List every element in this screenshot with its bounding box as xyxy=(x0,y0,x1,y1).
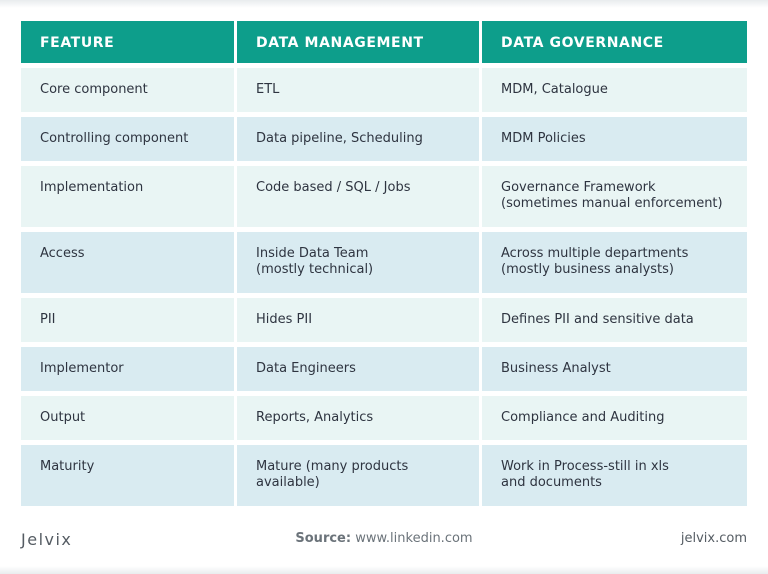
data-management-cell: Inside Data Team (mostly technical) xyxy=(237,232,479,293)
data-governance-cell: Defines PII and sensitive data xyxy=(482,298,747,342)
footer xyxy=(0,530,768,550)
data-governance-cell: Business Analyst xyxy=(482,347,747,391)
data-management-cell: Data Engineers xyxy=(237,347,479,391)
source-label: Source: xyxy=(295,531,352,546)
data-governance-cell: MDM Policies xyxy=(482,117,747,161)
data-management-cell: Mature (many products available) xyxy=(237,445,479,506)
feature-cell: Output xyxy=(21,396,234,440)
data-governance-cell: Compliance and Auditing xyxy=(482,396,747,440)
data-governance-cell: Across multiple departments (mostly business analysts) xyxy=(482,232,747,293)
comparison-table xyxy=(21,21,747,506)
header-data-governance: DATA GOVERNANCE xyxy=(482,21,747,63)
data-governance-cell: MDM, Catalogue xyxy=(482,68,747,112)
feature-cell: Implementation xyxy=(21,166,234,227)
top-shadow xyxy=(0,0,768,8)
feature-cell: Access xyxy=(21,232,234,293)
data-management-cell: Hides PII xyxy=(237,298,479,342)
data-management-cell: Data pipeline, Scheduling xyxy=(237,117,479,161)
site-link[interactable]: jelvix.com xyxy=(680,531,747,546)
feature-cell: Maturity xyxy=(21,445,234,506)
data-management-cell: Code based / SQL / Jobs xyxy=(237,166,479,227)
data-governance-cell: Governance Framework (sometimes manual enforcement) xyxy=(482,166,747,227)
source-attribution xyxy=(0,531,768,546)
data-management-cell: ETL xyxy=(237,68,479,112)
feature-cell: PII xyxy=(21,298,234,342)
header-data-management: DATA MANAGEMENT xyxy=(237,21,479,63)
data-management-cell: Reports, Analytics xyxy=(237,396,479,440)
header-feature: FEATURE xyxy=(21,21,234,63)
feature-cell: Core component xyxy=(21,68,234,112)
bottom-shadow xyxy=(0,566,768,574)
source-link[interactable]: www.linkedin.com xyxy=(355,531,473,546)
jelvix-logo: Jelvix xyxy=(21,530,73,549)
feature-cell: Controlling component xyxy=(21,117,234,161)
feature-cell: Implementor xyxy=(21,347,234,391)
data-governance-cell: Work in Process-still in xls and documents xyxy=(482,445,747,506)
